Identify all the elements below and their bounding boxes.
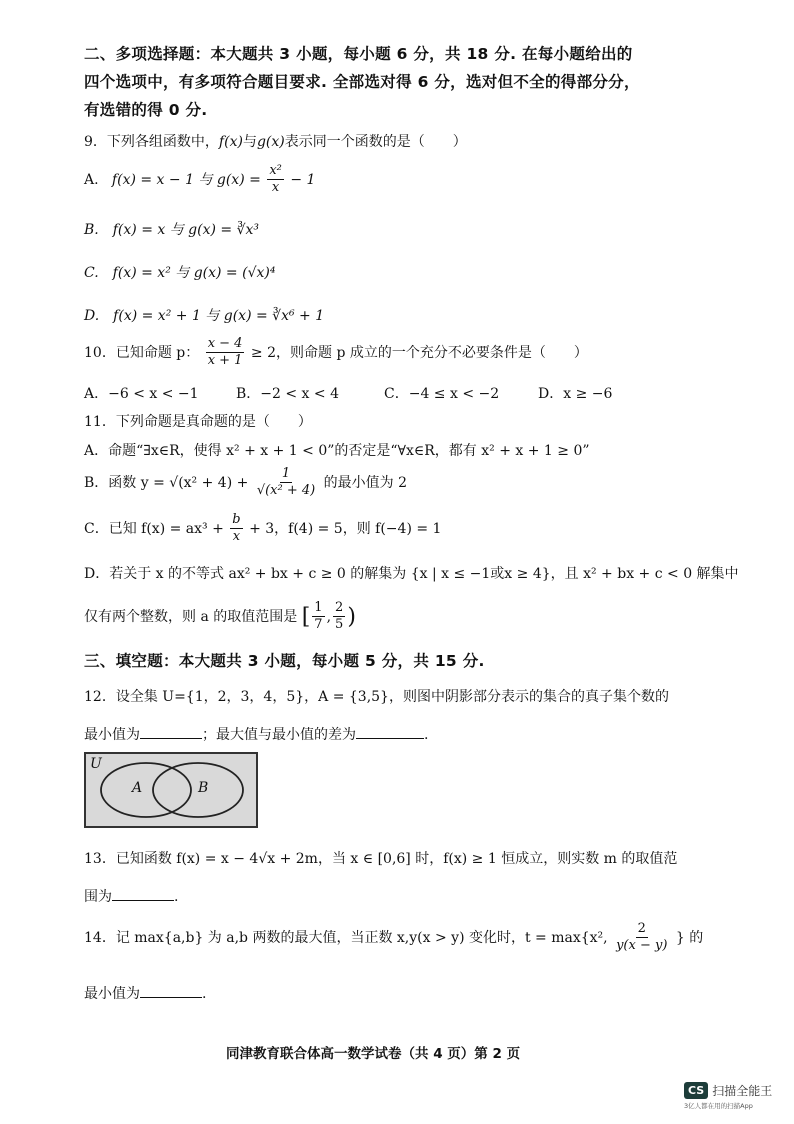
q11-option-c-denominator: x (232, 529, 241, 545)
q9-stem-end: 表示同一个函数的是（ ） (284, 134, 467, 150)
venn-diagram (84, 752, 258, 828)
q12-line2-a: 最小值为 (84, 727, 140, 743)
question-9-option-b: B. f(x) = x 与 g(x) = ∛x³ (84, 222, 260, 238)
question-11-option-a: A．命题“∃x∈R，使得 x² + x + 1 < 0”的否定是“∀x∈R，都有 x² + x + 1 ≥ 0” (84, 443, 590, 459)
scanner-tagline: 3亿人都在用的扫描App (684, 1102, 753, 1110)
q11-option-b-numerator: 1 (280, 466, 292, 483)
question-10-stem (84, 336, 588, 370)
q13-line2-b: . (174, 889, 179, 905)
q9-option-a-left: f(x) = x − 1 与 g(x) = (111, 171, 261, 188)
scanner-logo-icon: CS (684, 1082, 708, 1099)
q11-option-b-pre: B．函数 y = √(x² + 4) + (84, 474, 249, 491)
q11-option-c-fraction (230, 512, 242, 546)
q14-fraction-numerator: 2 (636, 921, 648, 938)
question-13-line2 (84, 886, 178, 906)
venn-universal-label: U (90, 756, 102, 772)
section3-heading: 三、填空题：本大题共 3 小题，每小题 5 分，共 15 分. (84, 652, 485, 670)
question-12-line2 (84, 724, 428, 744)
question-13-line1: 13．已知函数 f(x) = x − 4√x + 2m，当 x ∈ [0,6] 时，f(x) ≥ 1 恒成立，则实数 m 的取值范 (84, 851, 678, 867)
q12-line2-c: . (424, 727, 429, 743)
q11-option-d-den2: 5 (335, 617, 344, 633)
question-9-option-c: C. f(x) = x² 与 g(x) = (√x)⁴ (84, 265, 276, 281)
q14-line1-post: } 的 (675, 929, 704, 946)
question-14-line1 (84, 921, 703, 955)
q9-option-a-fraction (267, 163, 284, 197)
q14-line1-pre: 14．记 max{a,b} 为 a,b 两数的最大值，当正数 x,y(x > y) 变化时，t = max{x², (84, 929, 608, 946)
q10-fraction-denominator: x + 1 (207, 353, 243, 369)
q9-stem-g: g(x) (256, 134, 285, 150)
answer-blank-12a[interactable] (140, 726, 202, 739)
venn-circles (86, 754, 256, 826)
answer-blank-14[interactable] (140, 985, 202, 998)
q11-option-d-fraction-1 (312, 600, 324, 634)
q14-fraction (614, 921, 669, 955)
q10-fraction-numerator: x − 4 (206, 336, 245, 353)
question-11-option-d-line2: 仅有两个整数，则 a 的取值范围是 [ $\frac{1}{7}$ , $\frac{2}{5}$ ) (84, 600, 356, 633)
q11-option-d-den1: 7 (314, 617, 323, 633)
question-11-option-b (84, 466, 407, 500)
q11-option-c-pre: C．已知 f(x) = ax³ + (84, 520, 224, 537)
q11-option-b-fraction (255, 466, 317, 500)
question-9-stem (84, 131, 467, 151)
question-10-option-b: B．−2 < x < 4 (236, 386, 339, 402)
question-11-option-d-line1: D．若关于 x 的不等式 ax² + bx + c ≥ 0 的解集为 {x | x ≤ −1或x ≥ 4}，且 x² + bx + c < 0 解集中 (84, 566, 739, 582)
q10-stem-pre: 10．已知命题 p： (84, 344, 200, 361)
question-9-option-a (84, 163, 315, 197)
venn-set-b-label: B (198, 780, 209, 796)
q11-option-d-num1: 1 (312, 600, 324, 617)
q9-option-a-label: A. (84, 171, 99, 188)
q11-option-b-denominator: √(x² + 4) (256, 483, 316, 499)
q10-fraction (206, 336, 245, 370)
answer-blank-12b[interactable] (356, 726, 424, 739)
q9-stem-mid: 与 (242, 134, 257, 150)
page-footer: 同津教育联合体高一数学试卷（共 4 页）第 2 页 (226, 1046, 521, 1062)
q14-line2-b: . (202, 986, 207, 1002)
q14-fraction-denominator: y(x − y) (616, 938, 668, 954)
q11-option-d-fraction-2 (333, 600, 345, 634)
question-14-line2 (84, 983, 206, 1003)
section2-heading-line3: 有选错的得 0 分. (84, 101, 208, 119)
venn-set-a-label: A (132, 780, 143, 796)
section2-heading-line1: 二、多项选择题：本大题共 3 小题，每小题 6 分，共 18 分. 在每小题给出的 (84, 45, 633, 63)
q9-stem-f: f(x) (218, 134, 243, 150)
q13-line2-a: 围为 (84, 889, 112, 905)
question-9-option-d: D. f(x) = x² + 1 与 g(x) = ∛x⁶ + 1 (84, 308, 325, 324)
scanner-watermark (684, 1082, 772, 1110)
question-10-option-a: A．−6 < x < −1 (84, 386, 199, 402)
question-12-line1: 12．设全集 U={1，2，3，4，5}，A = {3,5}，则图中阴影部分表示的集合的真子集个数的 (84, 689, 669, 705)
question-11-option-c (84, 512, 441, 546)
q10-stem-post: ≥ 2，则命题 p 成立的一个充分不必要条件是（ ） (250, 344, 588, 361)
scanner-brand-name: 扫描全能王 (712, 1084, 773, 1098)
q9-option-a-right: − 1 (290, 171, 316, 188)
q9-option-a-numerator: x² (267, 163, 284, 180)
q11-option-b-post: 的最小值为 2 (323, 474, 408, 491)
q11-option-c-numerator: b (230, 512, 242, 529)
question-10-option-c: C．−4 ≤ x < −2 (384, 386, 500, 402)
question-11-stem: 11．下列命题是真命题的是（ ） (84, 414, 312, 430)
q9-stem-text: 9．下列各组函数中， (84, 134, 219, 150)
q11-option-c-post: + 3，f(4) = 5，则 f(−4) = 1 (249, 520, 442, 537)
section2-heading-line2: 四个选项中，有多项符合题目要求. 全部选对得 6 分，选对但不全的得部分分， (84, 73, 640, 91)
question-10-option-d: D．x ≥ −6 (538, 386, 613, 402)
q11-option-d-line2-pre: 仅有两个整数，则 a 的取值范围是 (84, 608, 298, 625)
q9-option-a-denominator: x (271, 180, 280, 196)
q12-line2-b: ；最大值与最小值的差为 (202, 727, 356, 743)
q14-line2-a: 最小值为 (84, 986, 140, 1002)
answer-blank-13[interactable] (112, 888, 174, 901)
q11-option-d-num2: 2 (333, 600, 345, 617)
